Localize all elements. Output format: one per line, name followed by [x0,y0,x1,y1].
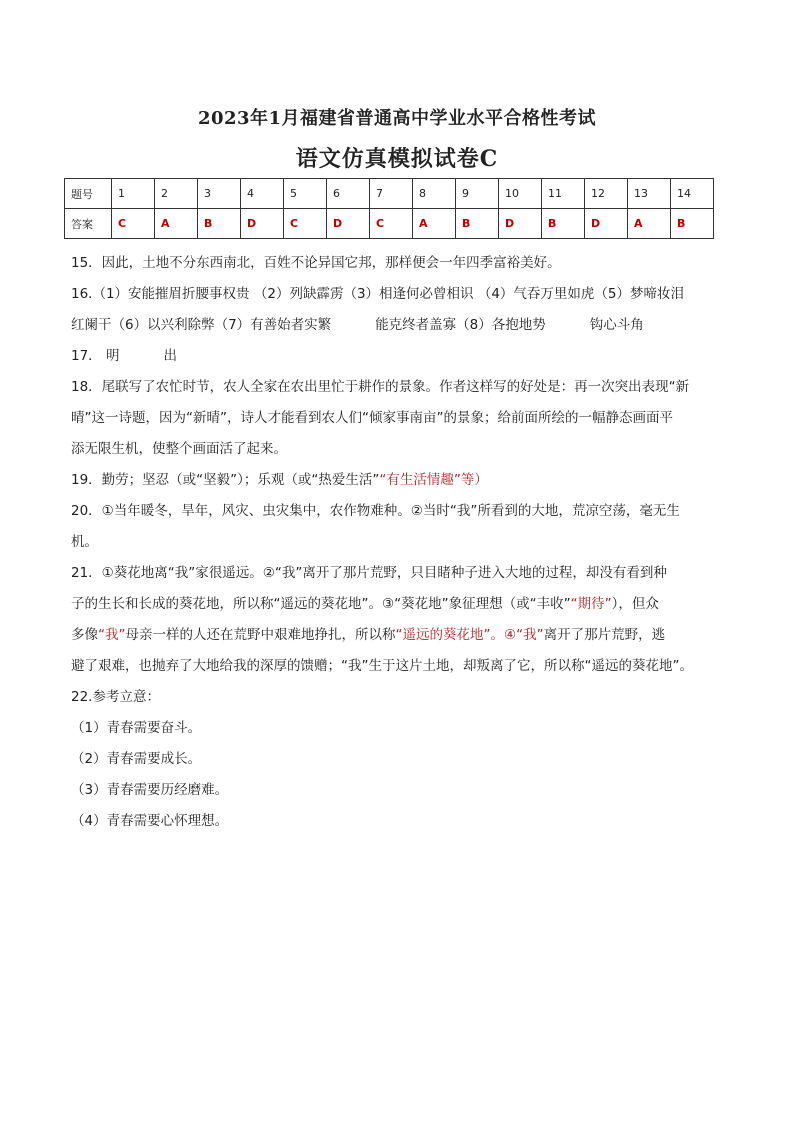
answer-18-line2: 晴”这一诗题，因为“新晴”，诗人才能看到农人们“倾家事南亩”的景象；给前面所绘的一幅静态画面平 [71,410,673,426]
number-cell: 2 [155,179,198,209]
answer-22-item: （3）青春需要历经磨难。 [71,782,229,798]
answer-21-line3 [71,620,751,651]
answer-20-line2: 机。 [71,534,98,550]
number-cell: 5 [284,179,327,209]
answer-16-line2 [71,310,751,341]
text-segment: 17． 明 [71,348,120,364]
text-segment: 红阑干（6）以兴利除弊（7）有善始者实繁 [71,317,332,333]
text-segment: 能克终者盖寡（8）各抱地势 [375,317,546,333]
answer-cell: D [499,209,542,239]
answer-20-line1: 20．①当年暖冬，旱年，风灾、虫灾集中，农作物难种。②当时“我”所看到的大地，荒凉空荡，毫无生 [71,503,680,519]
number-cell: 11 [542,179,585,209]
answer-cell: D [585,209,628,239]
text-segment: 离开了那片荒野，逃 [543,627,666,643]
exam-title: 2023年1月福建省普通高中学业水平合格性考试 [197,108,597,129]
text-segment-red: “有生活情趣”等） [379,472,488,488]
text-segment-red: “期待” [570,596,612,612]
answer-22-title: 22.参考立意： [71,689,160,705]
text-segment-red: “遥远的葵花地”。④“我” [395,627,544,643]
text-segment: 钩心斗角 [589,317,644,333]
number-cell: 7 [370,179,413,209]
answer-cell: C [370,209,413,239]
text-segment: 19．勤劳；坚忍（或“坚毅”）；乐观（或“热爱生活” [71,472,380,488]
answer-15: 15．因此，土地不分东西南北，百姓不论异国它邦，那样便会一年四季富裕美好。 [71,255,561,271]
number-cell: 3 [198,179,241,209]
answer-cell: A [628,209,671,239]
answer-21-line4: 避了艰难，也抛弃了大地给我的深厚的馈赠；“我”生于这片土地，却叛离了它，所以称“遥远的葵花地”。 [71,658,693,674]
number-cell: 4 [241,179,284,209]
number-cell: 10 [499,179,542,209]
answer-17 [71,341,751,372]
answer-cell: B [456,209,499,239]
answer-cell: B [198,209,241,239]
number-cell: 14 [671,179,714,209]
answer-18-line3: 添无限生机，使整个画面活了起来。 [71,441,287,457]
answer-cell: C [284,209,327,239]
answer-21-line1: 21．①葵花地离“我”家很遥远。②“我”离开了那片荒野，只目睹种子进入大地的过程，却没有看到种 [71,565,667,581]
number-cell: 13 [628,179,671,209]
answer-cell: C [112,209,155,239]
text-segment: 母亲一样的人还在荒野中艰难地挣扎，所以称 [125,627,396,643]
answer-22-item: （1）青春需要奋斗。 [71,720,202,736]
answer-row [65,209,714,239]
answer-21-line2 [71,589,751,620]
answer-cell: A [413,209,456,239]
number-cell: 8 [413,179,456,209]
row-label-answer: 答案 [65,209,112,239]
number-cell: 12 [585,179,628,209]
number-cell: 1 [112,179,155,209]
answer-cell: D [241,209,284,239]
answer-16-line1: 16.（1）安能摧眉折腰事权贵 （2）列缺霹雳（3）相逢何必曾相识 （4）气吞万里如虎（5）梦啼妆泪 [71,286,684,302]
answer-cell: B [671,209,714,239]
question-number-row [65,179,714,209]
answer-body [71,248,751,837]
text-segment: 多像 [71,627,98,643]
answer-cell: B [542,209,585,239]
answer-table [64,178,714,239]
number-cell: 6 [327,179,370,209]
answer-19 [71,465,751,496]
exam-subtitle: 语文仿真模拟试卷C [295,146,499,172]
answer-22-item: （4）青春需要心怀理想。 [71,813,229,829]
answer-22-item: （2）青春需要成长。 [71,751,202,767]
answer-cell: A [155,209,198,239]
answer-cell: D [327,209,370,239]
text-segment: ），但众 [611,596,659,612]
text-segment-red: “我” [98,627,126,643]
number-cell: 9 [456,179,499,209]
text-segment: 子的生长和长成的葵花地，所以称“遥远的葵花地”。③“葵花地”象征理想（或“丰收” [71,596,571,612]
row-label-number: 题号 [65,179,112,209]
text-segment: 出 [163,348,177,364]
answer-18-line1: 18．尾联写了农忙时节，农人全家在农出里忙于耕作的景象。作者这样写的好处是：再一次突出表现“新 [71,379,690,395]
